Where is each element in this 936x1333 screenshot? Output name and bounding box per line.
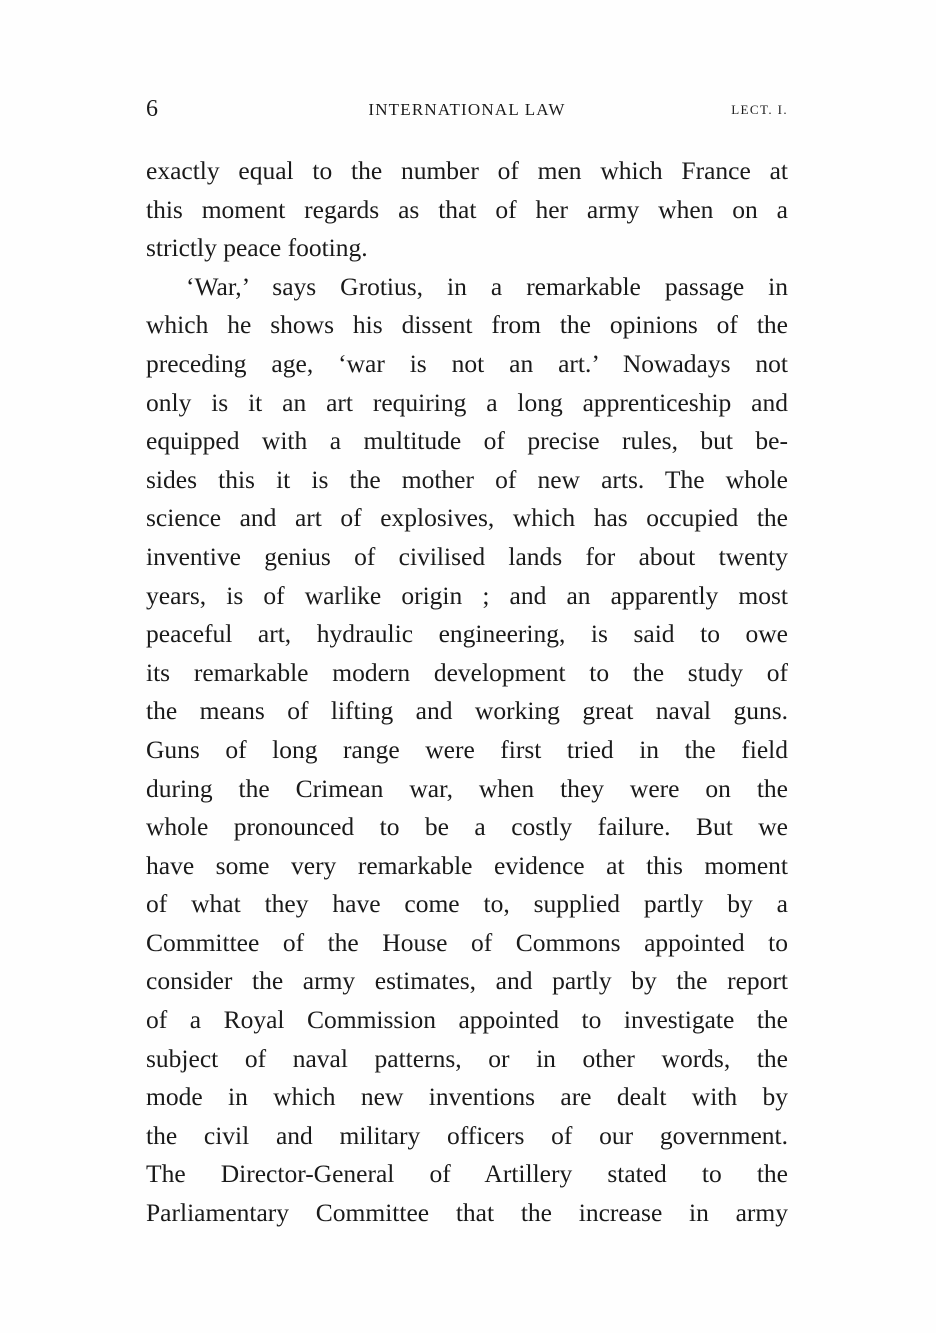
text-line: only is it an art requiring a long apprenticeship and [146, 387, 788, 417]
text-line: Parliamentary Committee that the increase in army [146, 1198, 788, 1228]
text-line: strictly peace footing. [146, 233, 368, 263]
text-line: the means of lifting and working great naval guns. [146, 696, 788, 726]
text-line: have some very remarkable evidence at this moment [146, 850, 788, 880]
text-line: exactly equal to the number of men which France at [146, 156, 788, 185]
text-line: its remarkable modern development to the study of [146, 657, 788, 687]
text-line: the civil and military officers of our government. [146, 1120, 788, 1150]
text-line: preceding age, ‘war is not an art.’ Nowadays not [146, 348, 788, 378]
text-line: this moment regards as that of her army when on a [146, 194, 788, 224]
text-line: subject of naval patterns, or in other words, the [146, 1043, 788, 1073]
text-line: of a Royal Commission appointed to investigate the [146, 1005, 788, 1035]
text-line: The Director-General of Artillery stated to the [146, 1159, 788, 1189]
text-line: Guns of long range were first tried in the field [146, 734, 788, 764]
text-line: Committee of the House of Commons appointed to [146, 927, 788, 957]
text-line: mode in which new inventions are dealt with by [146, 1082, 788, 1112]
text-line: equipped with a multitude of precise rules, but be- [146, 426, 788, 456]
text-line: consider the army estimates, and partly by the report [146, 966, 788, 996]
text-line: of what they have come to, supplied partly by a [146, 889, 788, 919]
text-line: ‘War,’ says Grotius, in a remarkable passage in [186, 271, 788, 301]
body-text [146, 152, 788, 1252]
running-head [146, 96, 788, 130]
text-line: whole pronounced to be a costly failure. But we [146, 812, 788, 842]
page-number: 6 [146, 96, 158, 122]
text-line: years, is of warlike origin ; and an apparently most [146, 580, 788, 610]
text-line: sides this it is the mother of new arts. The whole [146, 464, 788, 494]
text-line: peaceful art, hydraulic engineering, is said to owe [146, 619, 788, 649]
text-line: inventive genius of civilised lands for about twenty [146, 541, 788, 571]
running-title: INTERNATIONAL LAW [368, 100, 566, 119]
text-line: which he shows his dissent from the opinions of the [146, 310, 788, 340]
text-line: during the Crimean war, when they were on the [146, 773, 788, 803]
running-section: LECT. I. [731, 102, 788, 117]
text-line: science and art of explosives, which has occupied the [146, 503, 788, 533]
